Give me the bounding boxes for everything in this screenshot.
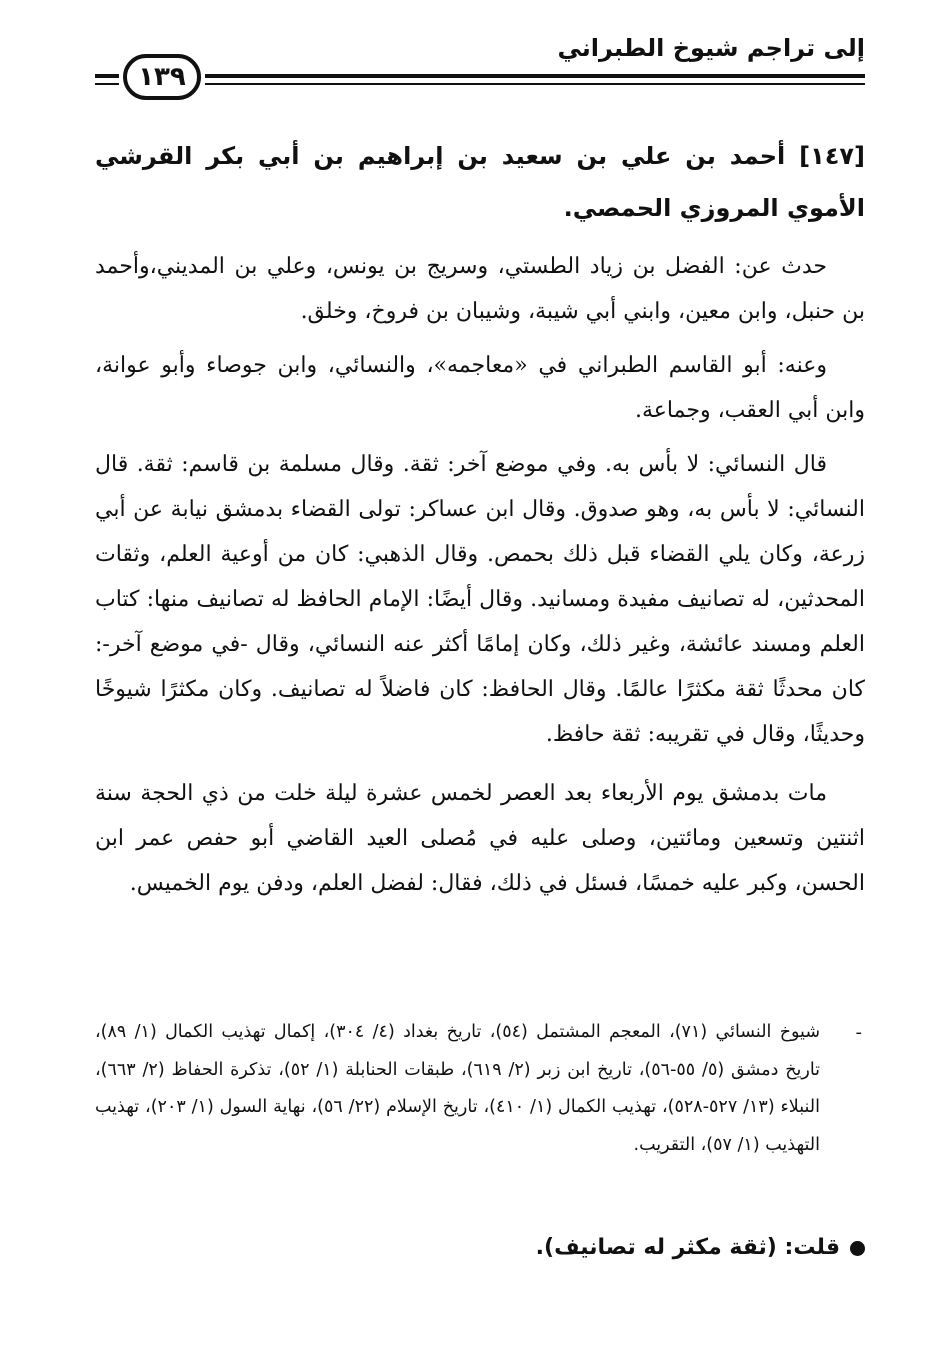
header-rule-thin xyxy=(205,83,865,85)
paragraph-assessments: قال النسائي: لا بأس به. وفي موضع آخر: ثقة. وقال مسلمة بن قاسم: ثقة. قال النسائي: لا بأس به، وهو صدوق. وقال ابن عساكر: تولى القضاء بدمشق نيابة عن أبي زرعة، وكان يلي القضاء قبل ذلك بحمص. وقال الذهبي: كان من أوعية العلم، وثقات المحدثين، له تصانيف مفيدة ومسانيد. وقال أيضًا: الإمام الحافظ له تصانيف منها: كتاب العلم ومسند عائشة، وغير ذلك، وكان إمامًا أكثر عنه النسائي، وقال -في موضع آخر-: كان محدثًا ثقة مكثرًا عالمًا. وقال الحافظ: كان فاضلاً له تصانيف. وكان مكثرًا شيوخًا وحديثًا، وقال في تقريبه: ثقة حافظ. xyxy=(95,452,865,747)
page-header xyxy=(95,28,865,98)
paragraph-narrated-from: حدث عن: الفضل بن زياد الطستي، وسريج بن يونس، وعلي بن المديني،وأحمد بن حنبل، وابن معين، وابني أبي شيبة، وشيبان بن فروخ، وخلق. xyxy=(95,254,865,324)
entry-title: [١٤٧] أحمد بن علي بن سعيد بن إبراهيم بن أبي بكر القرشي الأموي المروزي الحمصي. xyxy=(95,142,865,222)
paragraph-narrators: وعنه: أبو القاسم الطبراني في «معاجمه»، والنسائي، وابن جوصاء وأبو عوانة، وابن أبي العقب، وجماعة. xyxy=(95,353,865,423)
conclusion-text: قلت: (ثقة مكثر له تصانيف). xyxy=(535,1235,840,1260)
header-rule-left xyxy=(95,74,119,78)
conclusion xyxy=(536,1226,865,1270)
header-rule xyxy=(205,74,865,78)
sources-text: شيوخ النسائي (٧١)، المعجم المشتمل (٥٤)، تاريخ بغداد (٤/ ٣٠٤)، إكمال تهذيب الكمال (١/ ٨٩)، تاريخ دمشق (٥/ ٥٥-٥٦)، تاريخ ابن زبر (٢/ ٦١٩)، طبقات الحنابلة (١/ ٥٢)، تذكرة الحفاظ (٢/ ٦٦٣)، النبلاء (١٣/ ٥٢٧-٥٢٨)، تهذيب الكمال (١/ ٤١٠)، تاريخ الإسلام (٢٢/ ٥٦)، نهاية السول (١/ ٢٠٣)، تهذيب التهذيب (١/ ٥٧)، التقريب. xyxy=(95,1022,821,1155)
running-title: إلى تراجم شيوخ الطبراني xyxy=(557,34,865,62)
bullet-icon xyxy=(850,1241,865,1256)
page-number-badge: ١٣٩ xyxy=(123,54,201,100)
header-rule-left-thin xyxy=(95,83,119,85)
sources-dash: - xyxy=(855,1022,862,1043)
entry-body xyxy=(95,130,865,915)
paragraph-death: مات بدمشق يوم الأربعاء بعد العصر لخمس عشرة ليلة خلت من ذي الحجة سنة اثنتين وتسعين ومائتين، وصلى عليه في مُصلى العيد القاضي أبو حفص عمر ابن الحسن، وكبر عليه خمسًا، فسئل في ذلك، فقال: لفضل العلم، ودفن يوم الخميس. xyxy=(95,781,865,896)
sources-list xyxy=(95,1014,862,1164)
